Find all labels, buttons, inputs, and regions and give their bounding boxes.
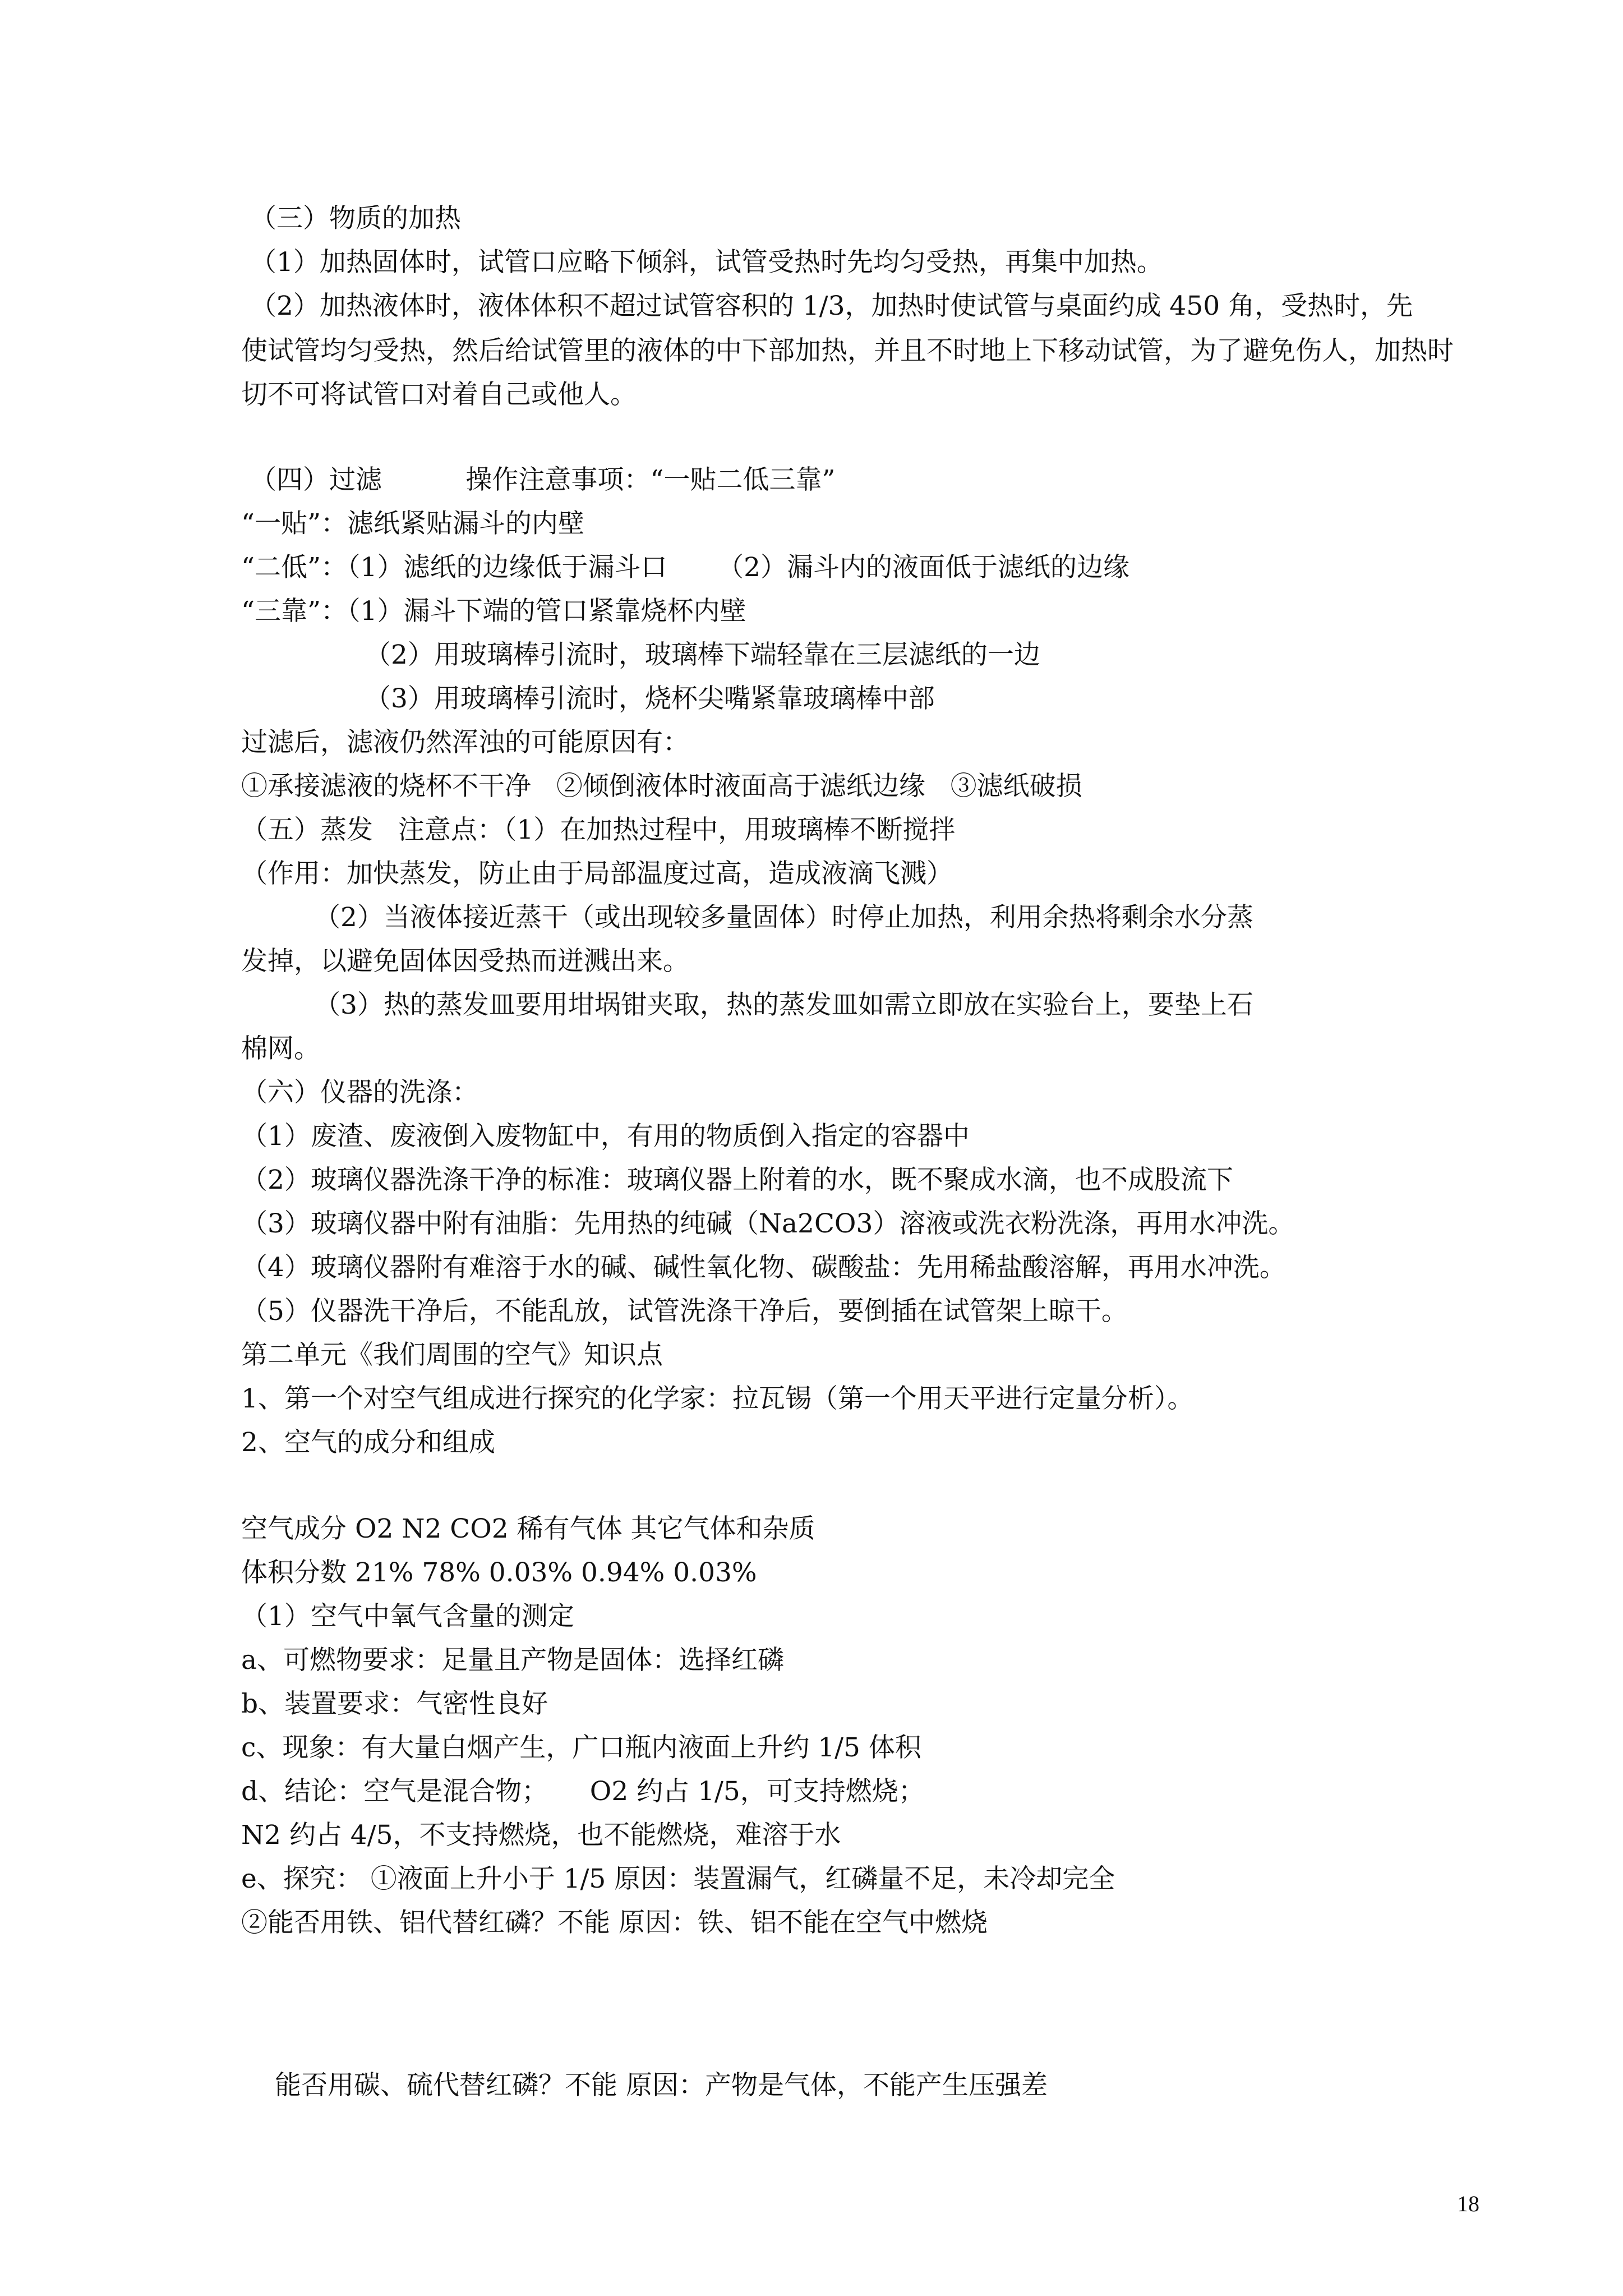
text-line: 棉网。 [241, 1033, 320, 1064]
section-heading-evaporation: （五）蒸发 注意点：（1）在加热过程中，用玻璃棒不断搅拌 [241, 815, 956, 845]
text-line: 2、空气的成分和组成 [241, 1427, 495, 1458]
text-line: （2）当液体接近蒸干（或出现较多量固体）时停止加热，利用余热将剩余水分蒸 [314, 902, 1253, 933]
text-line: “三靠”：（1）漏斗下端的管口紧靠烧杯内壁 [241, 596, 746, 627]
text-line: d、结论：空气是混合物； O2 约占 1/5，可支持燃烧； [241, 1776, 925, 1807]
text-line: 切不可将试管口对着自己或他人。 [241, 379, 637, 410]
text-line: （1）加热固体时，试管口应略下倾斜，试管受热时先均匀受热，再集中加热。 [250, 247, 1163, 278]
text-line: （2）玻璃仪器洗涤干净的标准：玻璃仪器上附着的水，既不聚成水滴，也不成股流下 [241, 1165, 1233, 1195]
text-line: （1）废渣、废液倒入废物缸中，有用的物质倒入指定的容器中 [241, 1121, 970, 1152]
text-line: ②能否用铁、铝代替红磷？不能 原因：铁、铝不能在空气中燃烧 [241, 1907, 988, 1938]
text-line: e、探究： ①液面上升小于 1/5 原因：装置漏气，红磷量不足，未冷却完全 [241, 1864, 1115, 1894]
text-line: 过滤后，滤液仍然浑浊的可能原因有： [241, 727, 689, 758]
text-line: ①承接滤液的烧杯不干净 ②倾倒液体时液面高于滤纸边缘 ③滤纸破损 [241, 771, 1082, 802]
text-line: （2）加热液体时，液体体积不超过试管容积的 1/3，加热时使试管与桌面约成 450 角，受热时，先 [250, 291, 1413, 321]
text-line: 使试管均匀受热，然后给试管里的液体的中下部加热，并且不时地上下移动试管，为了避免伤人，加热时 [241, 335, 1454, 366]
text-line: c、现象：有大量白烟产生，广口瓶内液面上升约 1/5 体积 [241, 1732, 921, 1763]
text-line: （4）玻璃仪器附有难溶于水的碱、碱性氧化物、碳酸盐：先用稀盐酸溶解，再用水冲洗。 [241, 1252, 1286, 1283]
text-line: 空气成分 O2 N2 CO2 稀有气体 其它气体和杂质 [241, 1513, 815, 1544]
section-heading-heating: （三）物质的加热 [250, 203, 461, 234]
unit-heading: 第二单元《我们周围的空气》知识点 [241, 1340, 663, 1370]
text-line: “二低”：（1）滤纸的边缘低于漏斗口 （2）漏斗内的液面低于滤纸的边缘 [241, 552, 1129, 583]
text-line: 发掉，以避免固体因受热而迸溅出来。 [241, 946, 689, 977]
text-line: （3）热的蒸发皿要用坩埚钳夹取，热的蒸发皿如需立即放在实验台上，要垫上石 [314, 990, 1253, 1020]
text-line: （3）玻璃仪器中附有油脂：先用热的纯碱（Na2CO3）溶液或洗衣粉洗涤，再用水冲洗。 [241, 1208, 1295, 1239]
section-heading-filtration: （四）过滤 操作注意事项：“一贴二低三靠” [250, 464, 836, 495]
text-line: N2 约占 4/5，不支持燃烧，也不能燃烧，难溶于水 [241, 1820, 841, 1851]
page-number: 18 [1457, 2191, 1479, 2216]
section-heading-washing: （六）仪器的洗涤： [241, 1077, 478, 1108]
text-line: （3）用玻璃棒引流时，烧杯尖嘴紧靠玻璃棒中部 [365, 683, 935, 714]
text-line: （作用：加快蒸发，防止由于局部温度过高，造成液滴飞溅） [241, 858, 953, 889]
text-line: “一贴”：滤纸紧贴漏斗的内壁 [241, 508, 585, 539]
text-line: a、可燃物要求：足量且产物是固体：选择红磷 [241, 1645, 785, 1676]
text-line: 1、第一个对空气组成进行探究的化学家：拉瓦锡（第一个用天平进行定量分析）。 [241, 1383, 1194, 1414]
text-line: （5）仪器洗干净后，不能乱放，试管洗涤干净后，要倒插在试管架上晾干。 [241, 1296, 1128, 1327]
text-line: （1）空气中氧气含量的测定 [241, 1601, 574, 1632]
text-line: b、装置要求：气密性良好 [241, 1688, 548, 1719]
text-line: （2）用玻璃棒引流时，玻璃棒下端轻靠在三层滤纸的一边 [365, 639, 1040, 670]
text-line: 能否用碳、硫代替红磷？不能 原因：产物是气体，不能产生压强差 [275, 2070, 1048, 2101]
text-line: 体积分数 21% 78% 0.03% 0.94% 0.03% [241, 1557, 757, 1588]
